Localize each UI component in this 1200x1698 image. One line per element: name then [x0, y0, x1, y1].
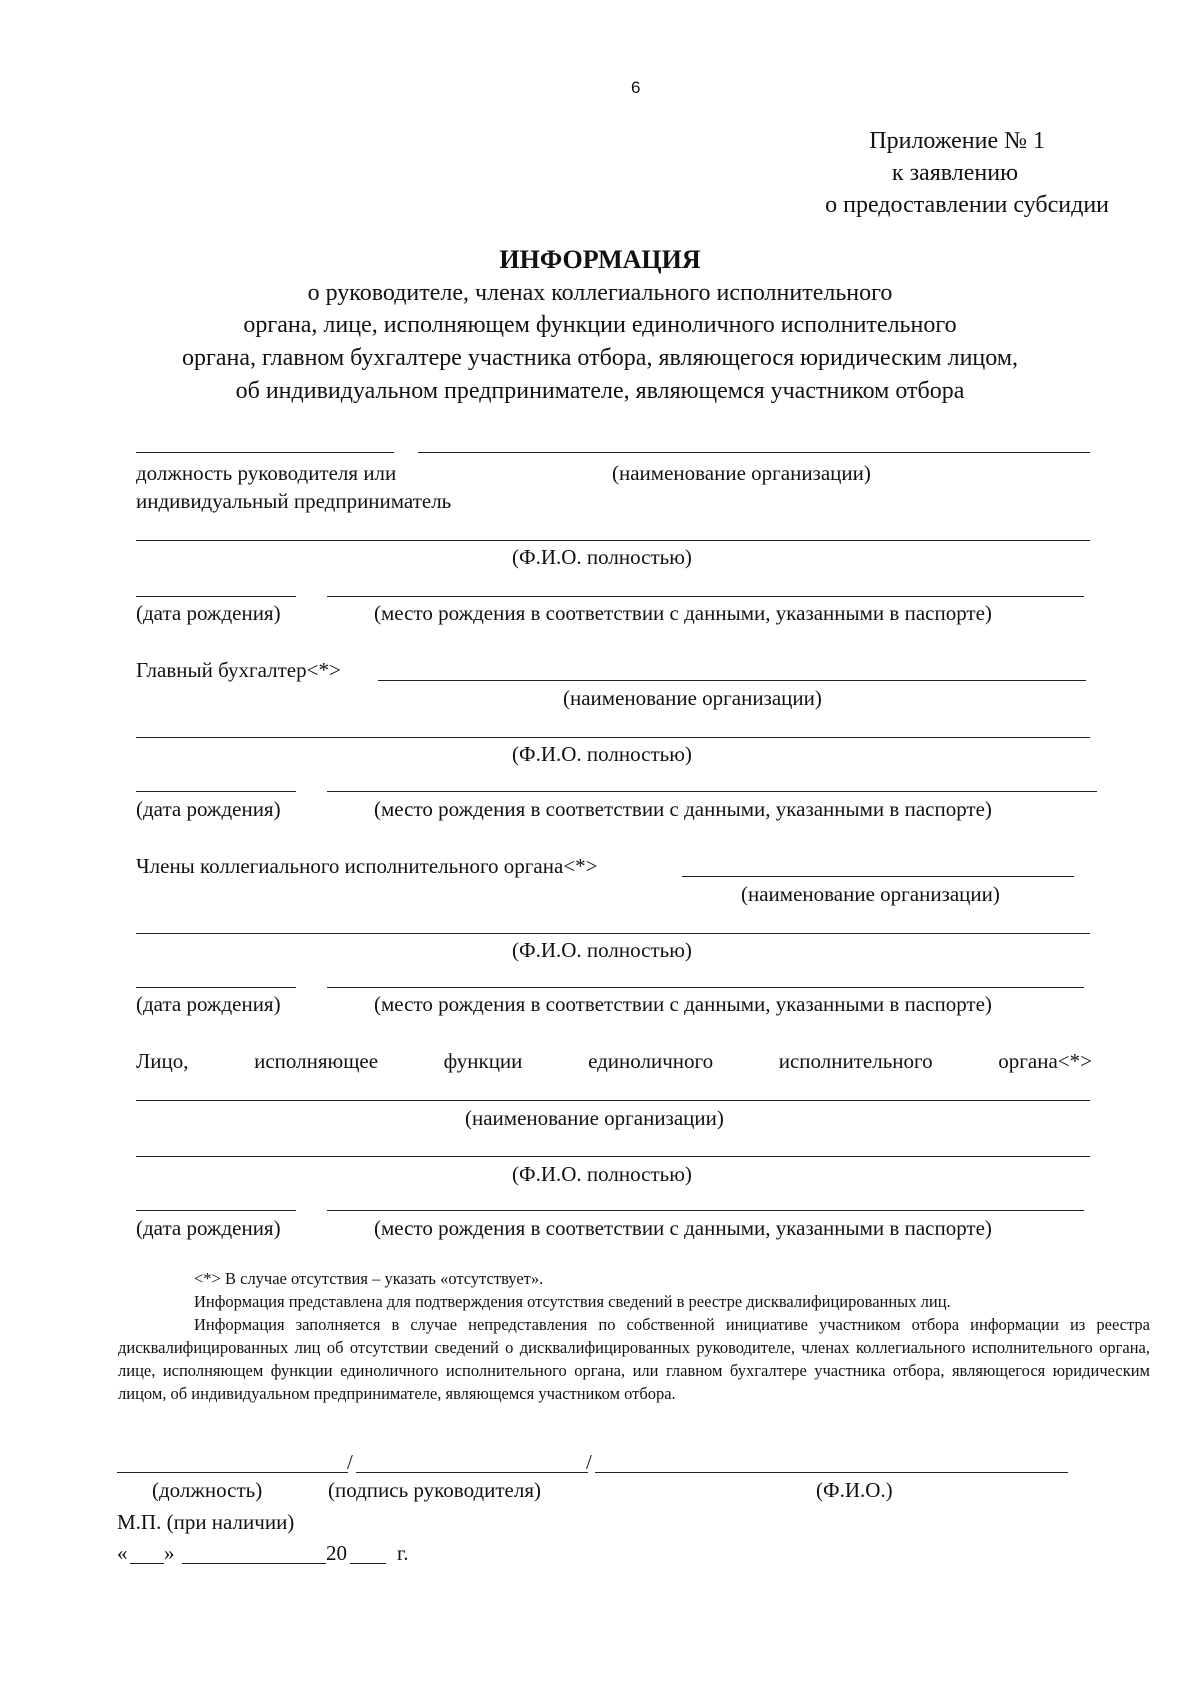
sole-executive-birth-date-blank-line[interactable]: [136, 1210, 296, 1211]
document-title: ИНФОРМАЦИЯ: [499, 245, 701, 274]
subtitle-line-3: органа, главном бухгалтере участника отбора, являющегося юридическим лицом,: [181, 345, 1018, 371]
board-members-org-caption: (наименование организации): [741, 882, 1000, 906]
chief-accountant-org-blank-line[interactable]: [378, 680, 1086, 681]
chief-accountant-birth-place-caption: (место рождения в соответствии с данными, указанными в паспорте): [374, 797, 992, 821]
sole-executive-birth-place-blank-line[interactable]: [327, 1210, 1084, 1211]
organization-blank-line[interactable]: [418, 452, 1090, 453]
board-members-birth-date-caption: (дата рождения): [136, 992, 281, 1016]
position-caption-line-2: индивидуальный предприниматель: [136, 489, 452, 513]
board-members-fio-blank-line[interactable]: [136, 933, 1090, 934]
info-text-1: Информация представлена для подтверждения отсутствия сведений в реестре дисквалифицированных лиц.: [194, 1292, 951, 1311]
head-birth-date-blank-line[interactable]: [136, 596, 296, 597]
head-birth-place-blank-line[interactable]: [327, 596, 1084, 597]
sole-executive-label-word: единоличного: [588, 1049, 714, 1073]
chief-accountant-birth-place-blank-line[interactable]: [327, 791, 1097, 792]
footnote-text: <*> В случае отсутствия – указать «отсутствует».: [194, 1269, 544, 1288]
page-number: 6: [631, 78, 641, 97]
date-day-blank-line[interactable]: [130, 1563, 164, 1564]
sole-executive-label-word: исполняющее: [254, 1049, 379, 1073]
sole-executive-birth-place-caption: (место рождения в соответствии с данными, указанными в паспорте): [374, 1216, 992, 1240]
info-text-2: Информация заполняется в случае непредставления по собственной инициативе участником отбора информации из реестра дисквалифицированных лиц об отсутствии сведений о дисквалифицированных руководителе, членах коллегиального исполнительного органа, лице, исполняющем функции единоличного исполнительного органа, или главном бухгалтере участника отбора, являющегося юридическим лицом, об индивидуальном предпринимателе, являющемся участником отбора.: [118, 1315, 1150, 1403]
head-fio-caption: (Ф.И.О. полностью): [512, 545, 692, 569]
signature-position-caption: (должность): [152, 1478, 263, 1502]
chief-accountant-birth-date-caption: (дата рождения): [136, 797, 281, 821]
date-year-blank-line[interactable]: [350, 1563, 386, 1564]
board-members-org-blank-line[interactable]: [682, 876, 1074, 877]
signature-position-blank-line[interactable]: [117, 1472, 348, 1473]
sole-executive-label: [136, 1049, 1092, 1074]
head-birth-place-caption: (место рождения в соответствии с данными, указанными в паспорте): [374, 601, 992, 625]
signature-separator-1: /: [347, 1450, 353, 1474]
sole-executive-fio-caption: (Ф.И.О. полностью): [512, 1162, 692, 1186]
signature-separator-2: /: [586, 1450, 592, 1474]
sole-executive-fio-blank-line[interactable]: [136, 1156, 1090, 1157]
board-members-birth-place-caption: (место рождения в соответствии с данными, указанными в паспорте): [374, 992, 992, 1016]
board-members-label: Члены коллегиального исполнительного органа<*>: [136, 854, 598, 878]
sole-executive-label-word: исполнительного: [778, 1049, 933, 1073]
board-members-birth-place-blank-line[interactable]: [327, 987, 1084, 988]
sole-executive-label-word: Лицо,: [136, 1049, 189, 1073]
chief-accountant-fio-caption: (Ф.И.О. полностью): [512, 742, 692, 766]
signature-sign-caption: (подпись руководителя): [328, 1478, 542, 1502]
sole-executive-label-word: функции: [443, 1049, 523, 1073]
sole-executive-org-blank-line[interactable]: [136, 1100, 1090, 1101]
position-blank-line[interactable]: [136, 452, 394, 453]
signature-fio-blank-line[interactable]: [595, 1472, 1068, 1473]
signature-sign-blank-line[interactable]: [356, 1472, 588, 1473]
date-year-prefix: 20: [326, 1541, 347, 1565]
date-close-quote: »: [164, 1541, 175, 1565]
appendix-line-2: к заявлению: [891, 160, 1018, 186]
appendix-line-3: о предоставлении субсидии: [825, 192, 1109, 218]
subtitle-line-4: об индивидуальном предпринимателе, являющемся участником отбора: [235, 378, 965, 404]
chief-accountant-label: Главный бухгалтер<*>: [136, 658, 341, 682]
notes-block: [118, 1267, 1150, 1405]
position-caption-line-1: должность руководителя или: [136, 461, 397, 485]
chief-accountant-org-caption: (наименование организации): [563, 686, 822, 710]
chief-accountant-birth-date-blank-line[interactable]: [136, 791, 296, 792]
chief-accountant-fio-blank-line[interactable]: [136, 737, 1090, 738]
date-year-suffix: г.: [397, 1541, 409, 1565]
head-fio-blank-line[interactable]: [136, 540, 1090, 541]
head-birth-date-caption: (дата рождения): [136, 601, 281, 625]
date-month-blank-line[interactable]: [182, 1563, 326, 1564]
signature-fio-caption: (Ф.И.О.): [816, 1478, 893, 1502]
sole-executive-org-caption: (наименование организации): [465, 1106, 724, 1130]
organization-caption: (наименование организации): [612, 461, 871, 485]
subtitle-line-2: органа, лице, исполняющем функции единоличного исполнительного: [243, 312, 957, 338]
date-open-quote: «: [117, 1541, 128, 1565]
stamp-label: М.П. (при наличии): [117, 1510, 295, 1534]
appendix-line-1: Приложение № 1: [869, 128, 1045, 154]
board-members-birth-date-blank-line[interactable]: [136, 987, 296, 988]
sole-executive-label-word: органа<*>: [998, 1049, 1092, 1073]
board-members-fio-caption: (Ф.И.О. полностью): [512, 938, 692, 962]
sole-executive-birth-date-caption: (дата рождения): [136, 1216, 281, 1240]
subtitle-line-1: о руководителе, членах коллегиального исполнительного: [307, 280, 893, 306]
